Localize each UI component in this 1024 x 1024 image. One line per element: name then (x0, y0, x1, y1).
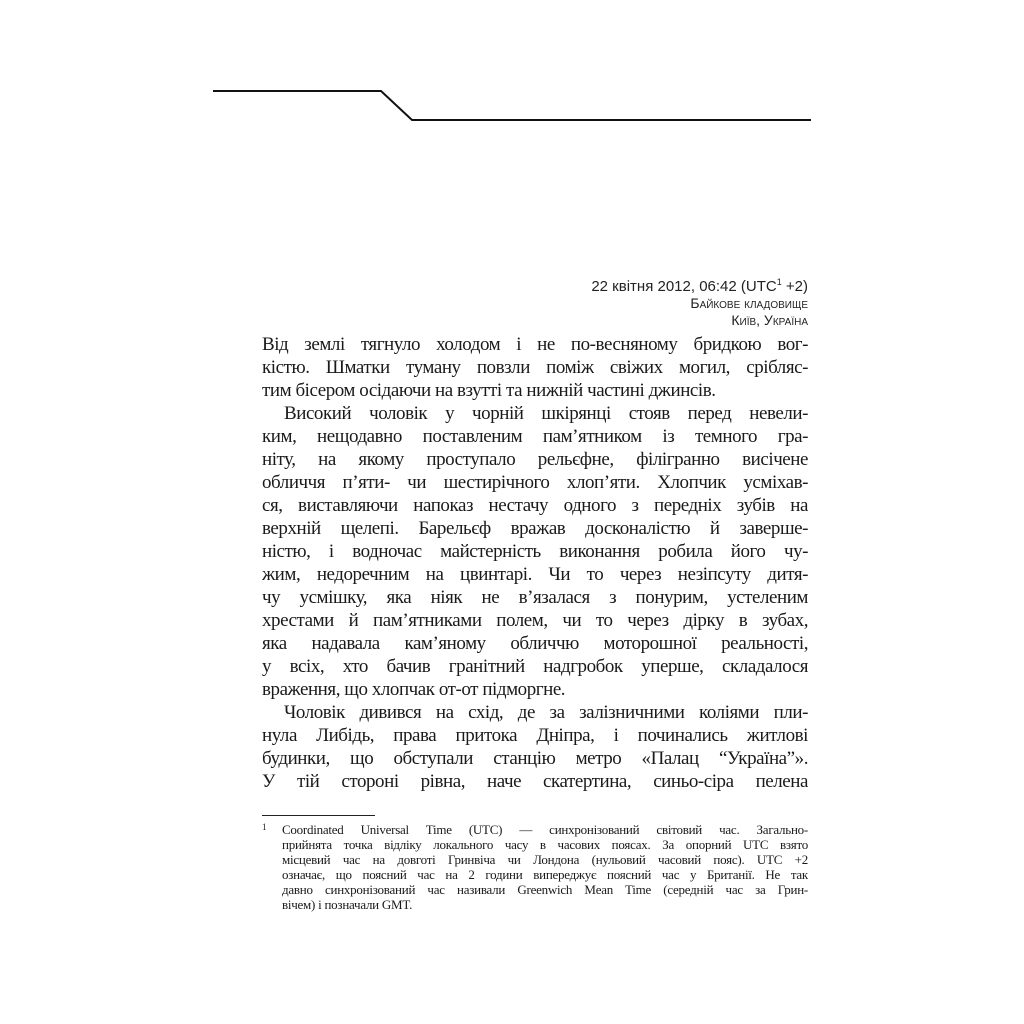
text-line: ніту, на якому проступало рельєфне, філігранно висічене (262, 449, 808, 470)
footnote-line: Coordinated Universal Time (UTC) — синхронізований світовий час. Загально- (282, 822, 808, 837)
text-line: у всіх, хто бачив гранітний надгробок уперше, складалося (262, 656, 808, 677)
header-date: 22 квітня 2012, 06:42 (UTC (591, 278, 777, 295)
text-line: Чоловік дивився на схід, де за залізничними коліями пли- (284, 702, 808, 723)
text-line: кістю. Шматки туману повзли поміж свіжих могил, срібляс- (262, 357, 808, 378)
header-place: Байкове кладовище (690, 295, 808, 311)
text-line: верхній щелепі. Барельєф вражав досконалістю й заверше- (262, 518, 808, 539)
footnote-line: прийнята точка відліку локального часу в часових поясах. За опорний UTC взято (282, 837, 808, 852)
text-line: У тій стороні рівна, наче скатертина, синьо-сіра пелена (262, 771, 808, 792)
footnote-divider (262, 815, 375, 816)
chapter-header (591, 278, 808, 329)
text-line: нула Либідь, права притока Дніпра, і починались житлові (262, 725, 808, 746)
text-line: ністю, і водночас майстерність виконання робила його чу- (262, 541, 808, 562)
header-city: Київ, Україна (731, 312, 808, 328)
text-line: чу усмішку, яка ніяк не в’язалася з понурим, устеленим (262, 587, 808, 608)
text-line: обличчя п’яти- чи шестирічного хлоп’яти. Хлопчик усміхав- (262, 472, 808, 493)
text-line: жим, недоречним на цвинтарі. Чи то через незіпсуту дитя- (262, 564, 808, 585)
header-datetime (591, 278, 808, 295)
text-line: хрестами й пам’ятниками полем, чи то через дірку в зубах, (262, 610, 808, 631)
text-line: враження, що хлопчак от-от підморгне. (262, 679, 566, 700)
text-line: Високий чоловік у чорній шкірянці стояв перед невели- (284, 403, 808, 424)
header-decorative-rule (0, 0, 1024, 130)
text-line: Від землі тягнуло холодом і не по-весняному бридкою вог- (262, 334, 808, 355)
text-line: яка надавала кам’яному обличчю моторошної реальності, (262, 633, 808, 654)
body-text (262, 333, 808, 793)
text-line: тим бісером осідаючи на взутті та нижній частині джинсів. (262, 380, 716, 401)
footnote-reference[interactable]: 1 (776, 277, 782, 287)
text-line: будинки, що обступали станцію метро «Палац “Україна”». (262, 748, 808, 769)
header-timezone: +2) (781, 278, 808, 295)
footnote-line: давно синхронізований час називали Greenwich Mean Time (середній час за Грин- (282, 882, 808, 897)
text-line: ся, виставляючи напоказ нестачу одного з передніх зубів на (262, 495, 808, 516)
footnote-line: означає, що поясний час на 2 години випереджує поясний час у Британії. Не так (282, 867, 808, 882)
footnote-line: вічем) і позначали GMT. (282, 897, 413, 912)
footnote-line: місцевий час на довготі Гринвіча чи Лондона (нульовий часовий пояс). UTC +2 (282, 852, 808, 867)
footnote-mark: 1 (262, 822, 267, 832)
footnote-text (282, 822, 808, 912)
text-line: ким, нещодавно поставленим пам’ятником із темного гра- (262, 426, 808, 447)
